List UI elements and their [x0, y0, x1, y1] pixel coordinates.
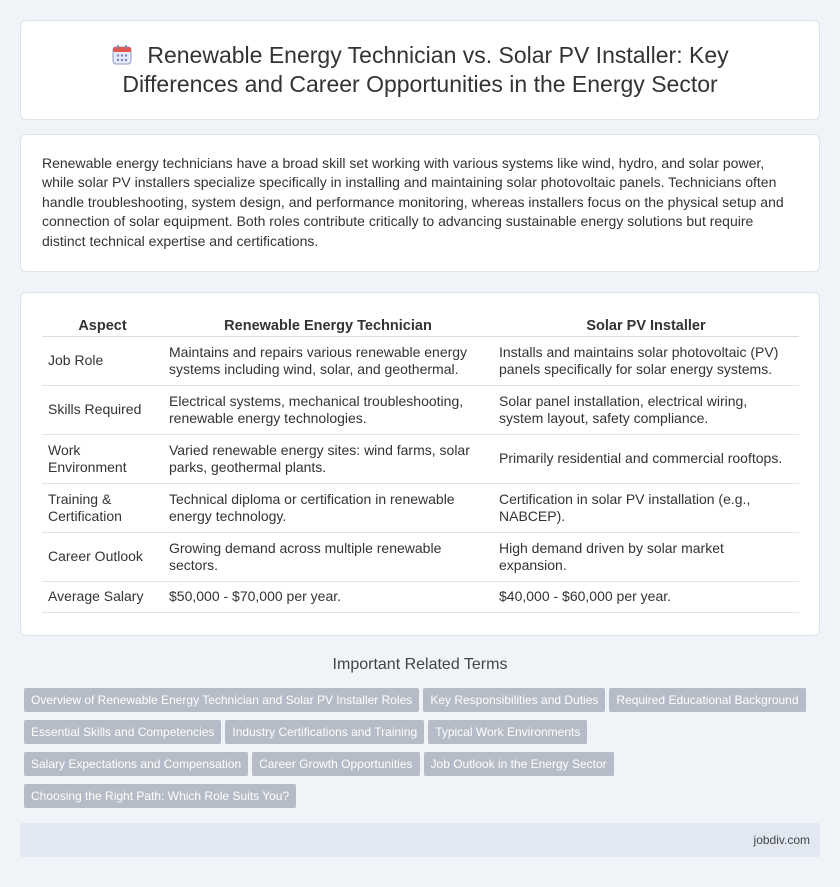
page-title [70, 41, 770, 99]
cell-technician: Growing demand across multiple renewable sectors. [163, 533, 493, 582]
cell-aspect: Training & Certification [42, 484, 163, 533]
term-tag[interactable]: Key Responsibilities and Duties [423, 688, 605, 712]
term-tag[interactable]: Typical Work Environments [428, 720, 587, 744]
cell-aspect: Job Role [42, 337, 163, 386]
cell-aspect: Work Environment [42, 435, 163, 484]
table-row [42, 582, 799, 613]
table-header-row [42, 310, 799, 337]
term-tag[interactable]: Career Growth Opportunities [252, 752, 419, 776]
term-tag[interactable]: Choosing the Right Path: Which Role Suits You? [24, 784, 296, 808]
cell-installer: $40,000 - $60,000 per year. [493, 582, 799, 613]
title-text: Renewable Energy Technician vs. Solar PV Installer: Key Differences and Career Opportunities in the Energy Sector [122, 42, 729, 97]
cell-installer: Installs and maintains solar photovoltaic (PV) panels specifically for solar energy systems. [493, 337, 799, 386]
footer-site-link[interactable]: jobdiv.com [753, 833, 810, 847]
header-installer: Solar PV Installer [493, 310, 799, 337]
header-technician: Renewable Energy Technician [163, 310, 493, 337]
table-row [42, 484, 799, 533]
related-terms-heading: Important Related Terms [332, 656, 508, 673]
cell-installer: Primarily residential and commercial rooftops. [493, 435, 799, 484]
cell-technician: Maintains and repairs various renewable energy systems including wind, solar, and geothermal. [163, 337, 493, 386]
cell-technician: Electrical systems, mechanical troubleshooting, renewable energy technologies. [163, 386, 493, 435]
cell-installer: Solar panel installation, electrical wiring, system layout, safety compliance. [493, 386, 799, 435]
cell-installer: Certification in solar PV installation (e.g., NABCEP). [493, 484, 799, 533]
header-aspect: Aspect [42, 310, 163, 337]
cell-installer: High demand driven by solar market expansion. [493, 533, 799, 582]
cell-technician: Technical diploma or certification in renewable energy technology. [163, 484, 493, 533]
term-tag[interactable]: Required Educational Background [609, 688, 805, 712]
table-row [42, 386, 799, 435]
calendar-icon [111, 44, 133, 66]
intro-paragraph: Renewable energy technicians have a broad skill set working with various systems like wind, hydro, and solar power, while solar PV installers specialize specifically in installing and maintaining solar photovoltaic panels. Technicians often handle troubleshooting, system design, and performance monitoring, whereas installers focus on the physical setup and connection of solar equipment. Both roles contribute critically to advancing sustainable energy solutions but require distinct technical expertise and certifications. [42, 155, 784, 249]
cell-technician: Varied renewable energy sites: wind farms, solar parks, geothermal plants. [163, 435, 493, 484]
cell-aspect: Skills Required [42, 386, 163, 435]
intro-card [20, 134, 820, 272]
table-row [42, 337, 799, 386]
term-tag[interactable]: Essential Skills and Competencies [24, 720, 221, 744]
comparison-card [20, 292, 820, 636]
term-tag[interactable]: Salary Expectations and Compensation [24, 752, 248, 776]
table-row [42, 435, 799, 484]
term-tag[interactable]: Job Outlook in the Energy Sector [424, 752, 614, 776]
comparison-table [42, 310, 799, 613]
table-row [42, 533, 799, 582]
related-terms-list [24, 688, 824, 816]
title-card [20, 20, 820, 120]
cell-technician: $50,000 - $70,000 per year. [163, 582, 493, 613]
cell-aspect: Average Salary [42, 582, 163, 613]
term-tag[interactable]: Industry Certifications and Training [225, 720, 424, 744]
footer [20, 823, 820, 857]
cell-aspect: Career Outlook [42, 533, 163, 582]
term-tag[interactable]: Overview of Renewable Energy Technician and Solar PV Installer Roles [24, 688, 419, 712]
